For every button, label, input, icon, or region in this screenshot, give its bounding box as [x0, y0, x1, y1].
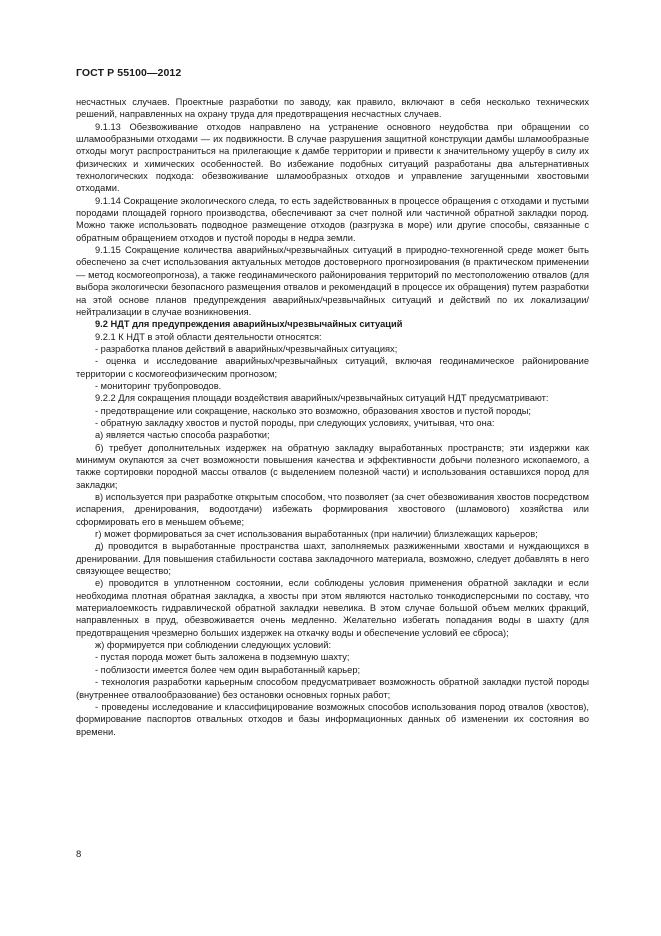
paragraph-9-2-1: 9.2.1 К НДТ в этой области деятельности относятся:: [95, 331, 322, 342]
list-item: - поблизости имеется более чем один выработанный карьер;: [95, 664, 361, 675]
list-item: - пустая порода может быть заложена в подземную шахту;: [95, 652, 350, 663]
list-item-b: б) требует дополнительных издержек на обратную закладку выработанных пространств; эти издержки как минимум окупаются за счет возможности повышения качества и эффективности добычи полезного ископаемого, а также сортировки породной массы отвалов (с выделением полезной части) и использования оставшихся пород для закладки;: [76, 442, 589, 490]
paragraph-9-1-13: 9.1.13 Обезвоживание отходов направлено на устранение основного неудобства при обращении со шламообразными отходами — их подвижности. В случае разрушения защитной конструкции дамбы шламообразные отходы могут распространиться на прилегающие к дамбе территории и привести к значительному ущербу в силу их физических и химических особенностей. Во избежание подобных ситуаций разработаны два альтернативных технологических подхода: обезвоживание шламообразных отходов и управление загущенными хвостовыми отходами.: [76, 121, 589, 194]
list-item-v: в) используется при разработке открытым способом, что позволяет (за счет обезвоживания хвостов посредством испарения, дренирования, водоотдачи) избежать формирования хвостового (шламового) хозяйства или сформировать его в меньшем объеме;: [76, 492, 589, 527]
list-item: - мониторинг трубопроводов.: [95, 380, 222, 391]
section-heading-9-2: 9.2 НДТ для предупреждения аварийных/чрезвычайных ситуаций: [95, 319, 403, 330]
paragraph-9-1-14: 9.1.14 Сокращение экологического следа, то есть задействованных в процессе обращения с отходами и пустыми породами площадей горного производства, обеспечивают за счет полной или частичной обратной закладки пород. Можно также использовать подводное размещение отходов (разгрузка в море) или другие способы, связанные с обратным обращением отходов и пустой породы в недра земли.: [76, 195, 589, 243]
list-item-a: а) является частью способа разработки;: [95, 430, 270, 441]
page-number: 8: [76, 849, 82, 860]
document-header: ГОСТ Р 55100—2012: [76, 67, 182, 79]
list-item-e: е) проводится в уплотненном состоянии, если соблюдены условия применения обратной закладки и если необходима плотная обратная закладка, а хвосты при этом являются настолько тонкодисперсными по составу, что материалоемкость гидравлической обратной закладки невелика. В этом случае большой объем мелких фракций, направленных в пруд, обезвоживается очень медленно. Желательно избегать попадания воды в шахту (для предотвращения чрезмерно больших издержек на откачку воды и обеспечение условий ее сброса);: [76, 578, 589, 638]
list-item: - технология разработки карьерным способом предусматривает возможность обратной закладки пустой породы (внутреннее отвалообразование) без остановки основных горных работ;: [76, 677, 589, 700]
list-item-g: г) может формироваться за счет использования выработанных (при наличии) близлежащих карьеров;: [95, 529, 538, 540]
document-body: [76, 96, 589, 738]
paragraph-continuation: несчастных случаев. Проектные разработки по заводу, как правило, включают в себя несколько технических решений, направленных на охрану труда для предотвращения несчастных случаев.: [76, 97, 589, 120]
list-item-zh: ж) формируется при соблюдении следующих условий:: [95, 640, 332, 651]
list-item: - проведены исследование и классифицирование возможных способов использования пород отвалов (хвостов), формирование паспортов отвальных отходов и базы информационных данных об изменении их состояния во времени.: [76, 701, 589, 737]
paragraph-9-1-15: 9.1.15 Сокращение количества аварийных/чрезвычайных ситуаций в природно-техногенной среде может быть обеспечено за счет использования актуальных методов достоверного прогнозирования (в практическом применении — метод космогеопрогноза), а также геодинамического районирования территорий по местоположению отвалов (для выбора экологически безопасного размещения отвалов и рекомендаций в процессе их обращения) путем разработки на этой основе планов предупреждения аварийных/чрезвычайных ситуаций и действий по их локализации/нейтрализации в случае возникновения.: [76, 245, 589, 317]
list-item: - обратную закладку хвостов и пустой породы, при следующих условиях, учитывая, что она:: [95, 417, 495, 428]
paragraph-9-2-2: 9.2.2 Для сокращения площади воздействия аварийных/чрезвычайных ситуаций НДТ предусматривают:: [95, 393, 549, 404]
list-item: - оценка и исследование аварийных/чрезвычайных ситуаций, включая геодинамическое районирование территории с космогеофизическим прогнозом;: [76, 356, 589, 379]
list-item-d: д) проводится в выработанные пространства шахт, заполняемых разжиженными хвостами и нуждающихся в дренировании. Для повышения стабильности состава закладочного материала, возможно, следует добавлять в него связующее вещество;: [76, 541, 589, 577]
list-item: - разработка планов действий в аварийных/чрезвычайных ситуациях;: [95, 343, 398, 354]
list-item: - предотвращение или сокращение, насколько это возможно, образования хвостов и пустой породы;: [95, 405, 532, 416]
